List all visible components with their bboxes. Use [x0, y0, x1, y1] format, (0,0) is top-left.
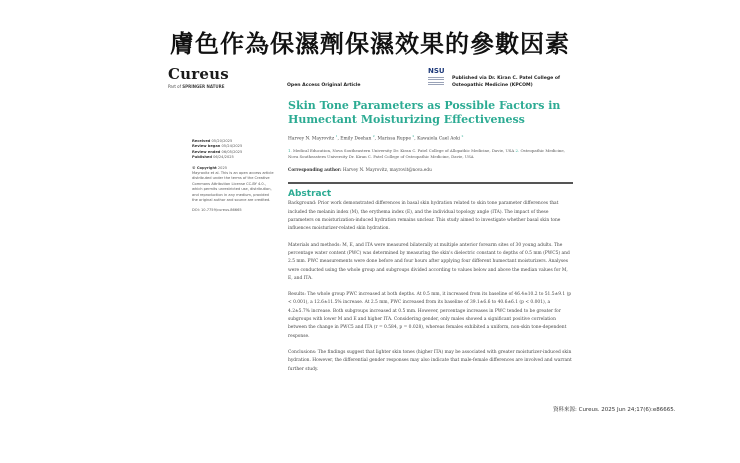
- author-affiliation-ref: 2: [372, 134, 375, 138]
- review-ended-date: 06/05/2025: [221, 149, 243, 154]
- corresponding-author: [288, 167, 573, 172]
- license-text: Mayrovitz et al. This is an open access article distributed under the terms of the Creative Commons Attribution License CC-BY 4.0., which permits unrestricted use, distribution, and reproduction in any medium, provided the original author and source are credited.: [192, 171, 274, 203]
- author-link[interactable]: Emily Deehan: [340, 136, 372, 142]
- published-date: 06/24/2025: [213, 155, 234, 160]
- abstract-background: Background: Prior work demonstrated differences in basal skin hydration related to skin tone parameter differences that included the melanin index (M), the erythema index (E), and the individual topology angle (ITA). The impact of these parameters on moisturization-induced hydration remains unclear. This study aimed to investigate whether basal skin tone influences moisturizer-related skin hydration.: [288, 201, 561, 232]
- author-affiliation-ref: 1: [335, 134, 338, 138]
- copyright-label: © Copyright: [192, 165, 217, 170]
- published-via-line1: Published via Dr. Kiran C. Patel College of: [452, 76, 560, 81]
- received-date: 05/20/2025: [211, 139, 233, 143]
- copyright-year: 2025: [217, 165, 228, 170]
- corresponding-value[interactable]: Harvey N. Mayrovitz, mayrovit@nova.edu: [342, 167, 432, 173]
- abstract-conclusions: Conclusions: The findings suggest that lighter skin tones (higher ITA) may be associated with greater moisturizer-induced skin hydration. However, the differential gender responses may also indicate that male-female differences are involved and warrant further study.: [288, 349, 572, 372]
- article-body: [288, 97, 573, 374]
- nsu-logo: NSU: [428, 67, 445, 75]
- abstract-methods: Materials and methods: M, E, and ITA were measured bilaterally at multiple anterior forearm sites of 30 young adults. The percentage water content (PWC) was determined by measuring the skin's dielectric constant to depths of 0.5 mm (PWC5) and 2.5 mm. PWC measurements were done before and four hours after applying four different humectant moisturizers. Analyses were conducted using the whole group and subgroups divided according to values below and above the median values for M, E, and ITA.: [288, 242, 570, 281]
- author-link[interactable]: Kawaiola Cael Aoki: [417, 136, 461, 142]
- source-citation: 資料來源: Cureus. 2025 Jun 24;17(6):e86665.: [553, 407, 676, 413]
- nsu-logo-lines: [428, 77, 446, 86]
- published-via: [452, 75, 592, 89]
- paper-page: [160, 60, 590, 410]
- abstract-heading: Abstract: [288, 189, 332, 200]
- publisher-name: SPRINGER NATURE: [182, 84, 225, 89]
- article-title: Skin Tone Parameters as Possible Factors in Humectant Moisturizing Effectiveness: [288, 99, 561, 126]
- review-began-label: Review began: [192, 144, 221, 149]
- published-via-line2: Osteopathic Medicine (KPCOM): [452, 83, 533, 88]
- affiliation-text: Osteopathic Medicine, Nova Southeastern University Dr. Kiran C. Patel College of Osteopathic Medicine, Davie, USA: [288, 148, 565, 160]
- abstract-section: [288, 189, 573, 373]
- publisher-prefix: Part of: [168, 84, 183, 89]
- corresponding-label: Corresponding author:: [288, 167, 342, 173]
- abstract-results: Results: The whole group PWC increased at both depths. At 0.5 mm, it increased from its baseline of 46.4±10.2 to 51.5±9.1 (p < 0.001), a 12.6±11.5% increase. At 2.5 mm, PWC increased from its baseline of 39.1±6.6 to 40.6±6.1 (p < 0.001), a 4.2±5.7% increase. Both subgroups increased at 0.5 mm. However, percentage increases in PWC tended to be greater for subgroups with lower M and E and higher ITA. Considering gender, only males showed a significant positive correlation between the change in PWC5 and ITA (r = 0.584, p = 0.028), whereas females exhibited a uniform, non-skin tone-dependent response.: [288, 292, 572, 339]
- author-link[interactable]: Harvey N. Mayrovitz: [288, 136, 335, 142]
- published-label: Published: [192, 155, 212, 160]
- nsu-logo-block: [428, 68, 446, 85]
- affiliation-text: Medical Education, Nova Southeastern University Dr. Kiran C. Patel College of Allopathic Medicine, Davie, USA: [292, 148, 515, 154]
- article-type: Open Access Original Article: [287, 83, 361, 88]
- article-metadata-sidebar: [192, 139, 274, 214]
- received-label: Received: [192, 139, 211, 143]
- slide-title: 膚色作為保濕劑保濕效果的參數因素: [170, 30, 570, 58]
- affiliation-number: 2.: [515, 148, 520, 154]
- publisher-line: [168, 84, 224, 89]
- cureus-logo: Cureus: [168, 65, 229, 83]
- review-began-date: 05/24/2025: [221, 144, 243, 149]
- affiliations: [288, 148, 573, 160]
- author-affiliation-ref: 2: [461, 134, 464, 138]
- doi-link[interactable]: DOI: 10.7759/cureus.86665: [192, 208, 242, 213]
- affiliation-number: 1.: [288, 148, 292, 154]
- author-list: Harvey N. Mayrovitz $^1$, Emily Deehan $^2$, Marissa Ruppe $^2$, Kawaiola Cael Aoki $^2$: [288, 134, 464, 142]
- author-link[interactable]: Marissa Ruppe: [377, 136, 411, 142]
- author-affiliation-ref: 2: [412, 134, 415, 138]
- section-divider: [288, 182, 573, 184]
- review-ended-label: Review ended: [192, 149, 221, 154]
